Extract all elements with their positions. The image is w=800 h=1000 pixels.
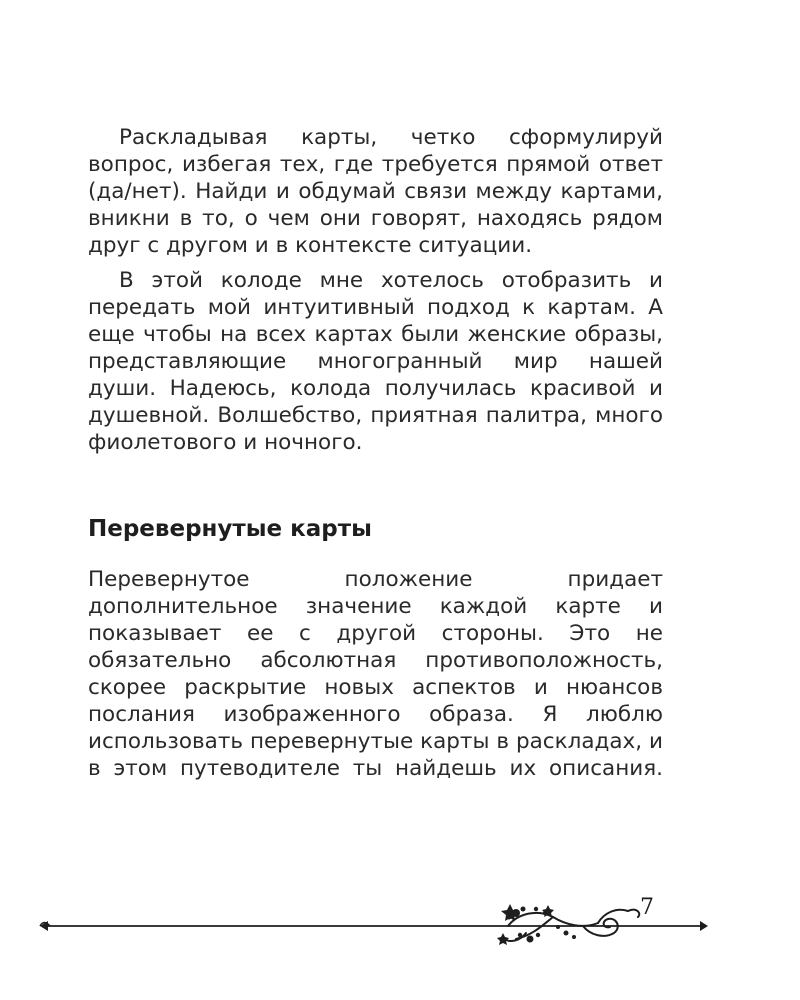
page-number: 7 bbox=[640, 895, 654, 920]
floral-flourish-icon bbox=[38, 895, 710, 955]
paragraph-1: Раскладывая карты, четко сформулируй вопрос, избегая тех, где требуется прямой ответ (да/нет). Найди и обдумай связи между картами, вникни в то, о чем они говорят, находясь рядом друг с другом и в контексте ситуации. bbox=[88, 125, 663, 258]
page-footer bbox=[38, 895, 710, 955]
section-paragraph: Перевернутое положение придает дополнительное значение каждой карте и показывает ее с другой стороны. Это не обязательно абсолютная противоположность, скорее раскрытие новых аспектов и нюансов послания изображенного образа. Я люблю использовать перевернутые карты в раскладах, и в этом путеводителе ты найдешь их описания. bbox=[88, 567, 663, 781]
section-heading: Перевернутые карты bbox=[88, 516, 372, 542]
page-body bbox=[88, 124, 663, 782]
paragraph-2: В этой колоде мне хотелось отобразить и передать мой интуитивный подход к картам. А еще чтобы на всех картах были женские образы, представляющие многогранный мир нашей души. Надеюсь, колода получилась красивой и душевной. Волшебство, приятная палитра, много фиолетового и ночного. bbox=[88, 268, 663, 455]
